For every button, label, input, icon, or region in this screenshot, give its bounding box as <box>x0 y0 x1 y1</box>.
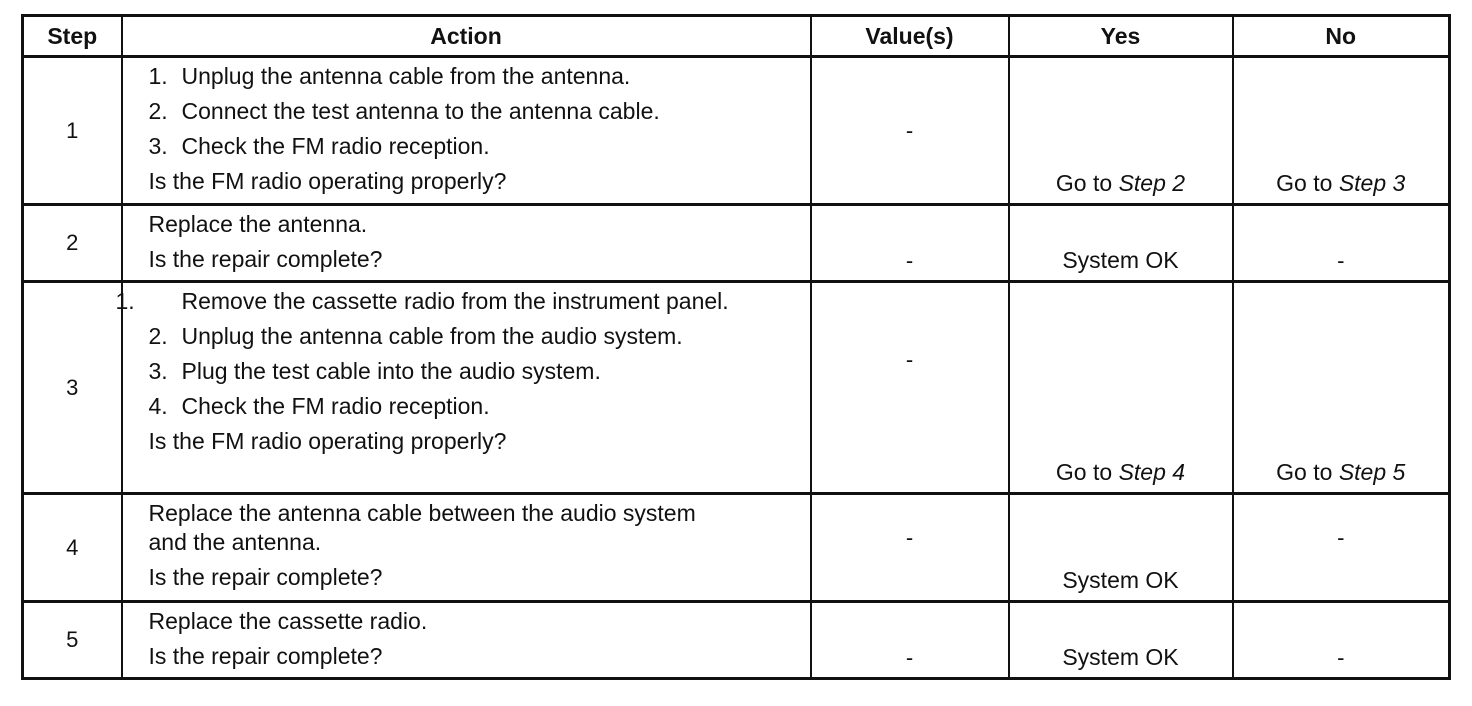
header-action: Action <box>122 16 811 57</box>
yes-cell: System OK <box>1009 494 1233 602</box>
no-cell: - <box>1233 494 1450 602</box>
action-text: Replace the antenna. <box>148 211 368 237</box>
step-link[interactable]: Step 3 <box>1338 170 1406 196</box>
action-item: 1. Remove the cassette radio from the instrument panel. <box>115 288 729 314</box>
step-link[interactable]: Step 2 <box>1118 170 1186 196</box>
table-row <box>23 205 1450 282</box>
step-number: 3 <box>23 282 122 494</box>
action-cell <box>122 205 811 282</box>
action-cell <box>122 602 811 679</box>
table-row <box>23 282 1450 494</box>
action-cell <box>122 494 811 602</box>
action-text: Replace the antenna cable between the audio system and the antenna. <box>148 500 696 555</box>
yes-cell: System OK <box>1009 205 1233 282</box>
table-row <box>23 494 1450 602</box>
value-cell: - <box>811 57 1009 205</box>
yes-cell: System OK <box>1009 602 1233 679</box>
action-question: Is the FM radio operating properly? <box>148 428 507 454</box>
header-yes: Yes <box>1009 16 1233 57</box>
yes-cell: Go to Step 2 <box>1009 57 1233 205</box>
no-cell: - <box>1233 602 1450 679</box>
table-row <box>23 57 1450 205</box>
action-item: 2. Unplug the antenna cable from the audio system. <box>148 323 683 349</box>
header-values: Value(s) <box>811 16 1009 57</box>
no-cell: Go to Step 5 <box>1233 282 1450 494</box>
step-number: 2 <box>23 205 122 282</box>
action-question: Is the repair complete? <box>148 246 383 272</box>
no-cell: - <box>1233 205 1450 282</box>
step-number: 5 <box>23 602 122 679</box>
action-cell <box>115 282 811 494</box>
step-link[interactable]: Step 5 <box>1338 459 1406 485</box>
action-question: Is the repair complete? <box>148 564 383 590</box>
no-cell: Go to Step 3 <box>1233 57 1450 205</box>
diagnostic-table <box>21 14 1451 680</box>
action-question: Is the repair complete? <box>148 643 383 669</box>
action-item: 1. Unplug the antenna cable from the antenna. <box>148 63 631 89</box>
yes-cell: Go to Step 4 <box>1009 282 1233 494</box>
header-no: No <box>1233 16 1450 57</box>
action-item: 3. Plug the test cable into the audio system. <box>148 358 601 384</box>
step-number: 1 <box>23 57 122 205</box>
action-item: 2. Connect the test antenna to the antenna cable. <box>148 98 660 124</box>
action-item: 4. Check the FM radio reception. <box>148 393 490 419</box>
action-item: 3. Check the FM radio reception. <box>148 133 490 159</box>
header-step: Step <box>23 16 122 57</box>
value-cell: - <box>811 602 1009 679</box>
action-question: Is the FM radio operating properly? <box>148 168 507 194</box>
value-cell: - <box>811 494 1009 602</box>
action-text: Replace the cassette radio. <box>148 608 428 634</box>
action-cell <box>122 57 811 205</box>
header-row <box>23 16 1450 57</box>
table-row <box>23 602 1450 679</box>
value-cell: - <box>811 282 1009 494</box>
value-cell: - <box>811 205 1009 282</box>
step-number: 4 <box>23 494 122 602</box>
step-link[interactable]: Step 4 <box>1118 459 1186 485</box>
